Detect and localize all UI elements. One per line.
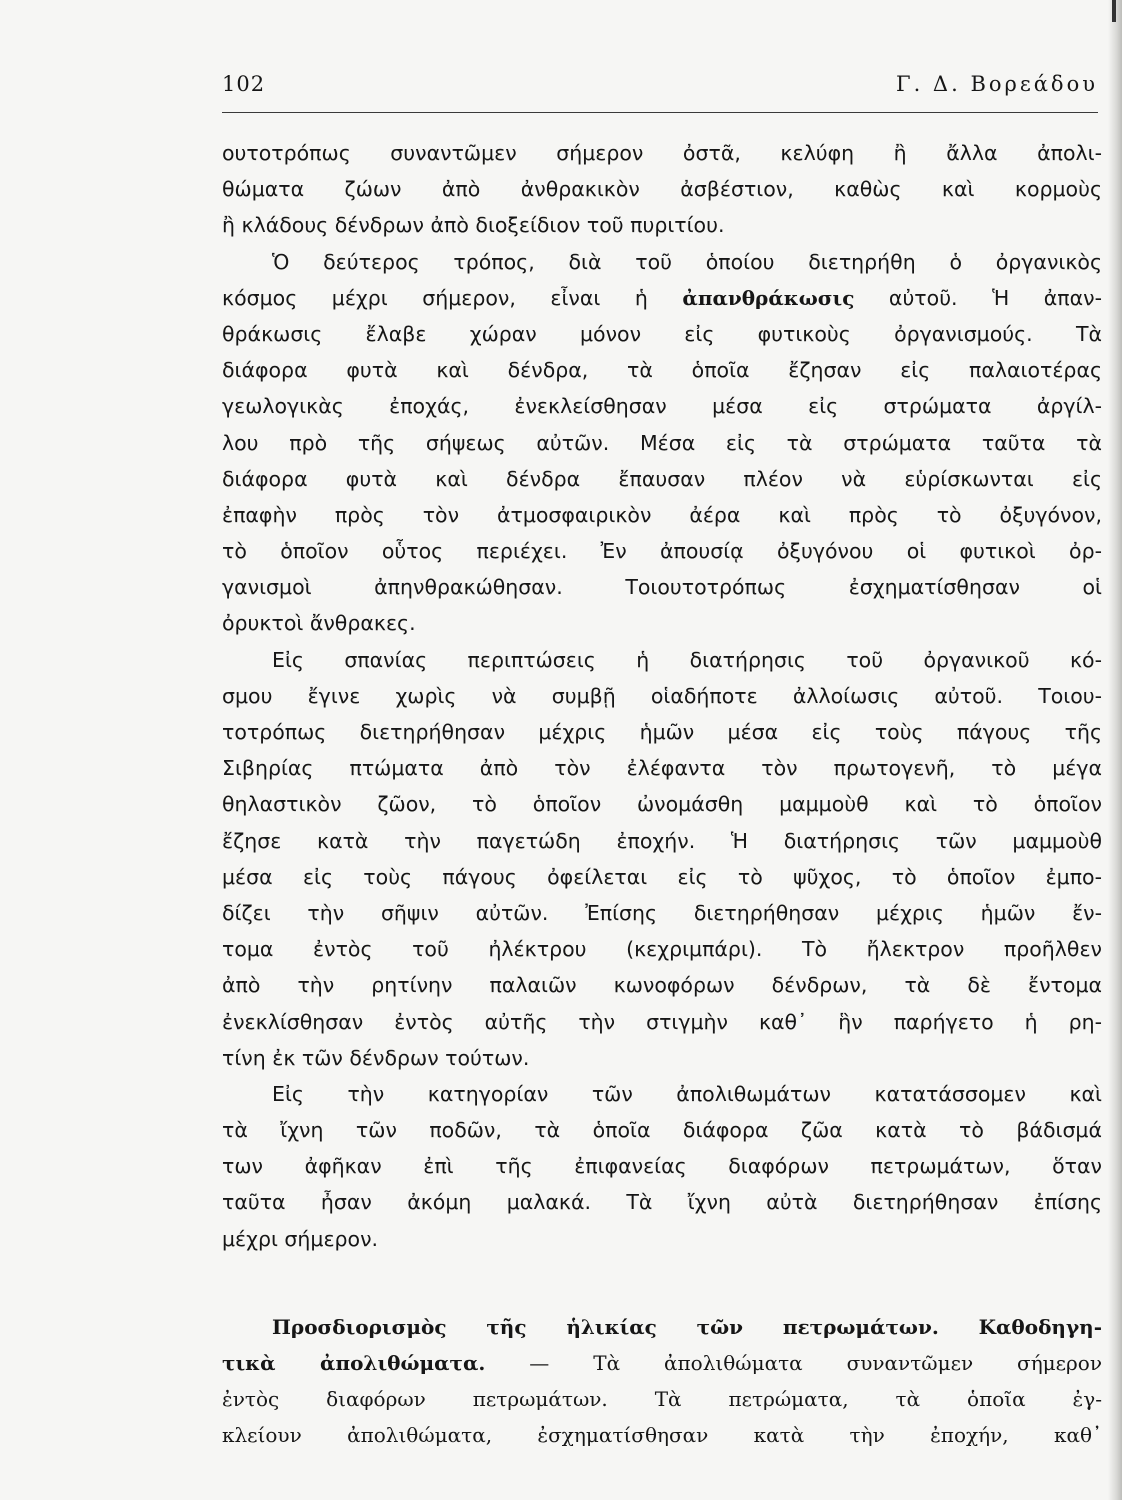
text-line: λου πρὸ τῆς σήψεως αὐτῶν. Μέσα εἰς τὰ στρώματα ταῦτα τὰ [222, 430, 1102, 455]
text-line: ἐντὸς διαφόρων πετρωμάτων. Τὰ πετρώματα, τὰ ὁποῖα ἐγ- [222, 1387, 1102, 1412]
text-line: τοτρόπως διετηρήθησαν μέχρις ἡμῶν μέσα εἰς τοὺς πάγους τῆς [222, 720, 1102, 744]
text-line: τὰ ἴχνη τῶν ποδῶν, τὰ ὁποῖα διάφορα ζῶα κατὰ τὸ βάδισμά [222, 1118, 1102, 1143]
paragraph-1 [222, 135, 1102, 244]
text-line: ὀρυκτοὶ ἄνθρακες. [222, 611, 416, 636]
text-line: μέχρι σήμερον. [222, 1226, 379, 1251]
paragraph-3 [222, 642, 1102, 1076]
section-heading: Προσδιορισμὸς τῆς ἡλικίας τῶν πετρωμάτων. Καθοδηγη- [272, 1314, 1102, 1339]
text-line: σμου ἔγινε χωρὶς νὰ συμβῇ οἱαδήποτε ἀλλοίωσις αὐτοῦ. Τοιου- [222, 683, 1102, 708]
text-line: θώματα ζώων ἀπὸ ἀνθρακικὸν ἀσβέστιον, καθὼς καὶ κορμοὺς [222, 177, 1102, 202]
text-line: μέσα εἰς τοὺς πάγους ὀφείλεται εἰς τὸ ψῦχος, τὸ ὁποῖον ἐμπο- [222, 864, 1102, 889]
text-line: ἢ κλάδους δένδρων ἀπὸ διοξείδιον τοῦ πυριτίου. [222, 213, 725, 238]
text-line: ουτοτρόπως συναντῶμεν σήμερον ὀστᾶ, κελύφη ἢ ἄλλα ἀπολι- [222, 141, 1102, 165]
text-line: ἐνεκλίσθησαν ἐντὸς αὐτῆς τὴν στιγμὴν καθ᾽ ἣν παρήγετο ἡ ρη- [222, 1009, 1102, 1034]
corner-mark [1112, 0, 1116, 22]
text-line: θηλαστικὸν ζῶον, τὸ ὁποῖον ὠνομάσθη μαμμοὺθ καὶ τὸ ὁποῖον [222, 792, 1102, 817]
section-heading-end: τικὰ ἀπολιθώματα. [222, 1351, 486, 1375]
text-line: θράκωσις ἔλαβε χώραν μόνον εἰς φυτικοὺς ὀργανισμούς. Τὰ [222, 321, 1102, 346]
text-line-with-heading [222, 1345, 1102, 1381]
body-text [222, 135, 1102, 1454]
section-spacer [222, 1257, 1102, 1309]
text-line: ταῦτα ἦσαν ἀκόμη μαλακά. Τὰ ἴχνη αὐτὰ διετηρήθησαν ἐπίσης [222, 1190, 1102, 1215]
page-header [222, 72, 1098, 106]
section-fossil-dating [222, 1309, 1102, 1454]
running-head: Γ. Δ. Βορεάδου [896, 72, 1098, 96]
text-line: ἔζησε κατὰ τὴν παγετώδη ἐποχήν. Ἡ διατήρησις τῶν μαμμοὺθ [222, 828, 1102, 853]
text-line: γεωλογικὰς ἐποχάς, ἐνεκλείσθησαν μέσα εἰς στρώματα ἀργίλ- [222, 394, 1102, 419]
page-number: 102 [222, 72, 266, 96]
text-line: γανισμοὶ ἀπηνθρακώθησαν. Τοιουτοτρόπως ἐσχηματίσθησαν οἱ [222, 575, 1102, 600]
text-line: των ἀφῆκαν ἐπὶ τῆς ἐπιφανείας διαφόρων πετρωμάτων, ὅταν [222, 1154, 1102, 1179]
text-line: τίνη ἐκ τῶν δένδρων τούτων. [222, 1045, 530, 1070]
paragraph-4 [222, 1076, 1102, 1257]
bold-term: ἀπανθράκωσις [682, 285, 855, 310]
text-line: Εἰς τὴν κατηγορίαν τῶν ἀπολιθωμάτων κατατάσσομεν καὶ [272, 1081, 1102, 1106]
paragraph-2 [222, 244, 1102, 642]
text-line: Σιβηρίας πτώματα ἀπὸ τὸν ἐλέφαντα τὸν πρωτογενῆ, τὸ μέγα [222, 756, 1102, 781]
text-line: τομα ἐντὸς τοῦ ἠλέκτρου (κεχριμπάρι). Τὸ ἤλεκτρον προῆλθεν [222, 937, 1102, 962]
text-line: διάφορα φυτὰ καὶ δένδρα ἔπαυσαν πλέον νὰ εὑρίσκωνται εἰς [222, 466, 1102, 491]
text-line: δίζει τὴν σῆψιν αὐτῶν. Ἐπίσης διετηρήθησαν μέχρις ἡμῶν ἔν- [222, 900, 1102, 925]
text-line: Ὁ δεύτερος τρόπος, διὰ τοῦ ὁποίου διετηρήθη ὁ ὀργανικὸς [272, 249, 1102, 274]
header-rule [222, 112, 1098, 113]
text-line: ἐπαφὴν πρὸς τὸν ἀτμοσφαιρικὸν ἀέρα καὶ πρὸς τὸ ὀξυγόνον, [222, 502, 1102, 527]
text-run: αὐτοῦ. Ἡ ἀπαν- [854, 285, 1103, 310]
text-line: τὸ ὁποῖον οὗτος περιέχει. Ἐν ἀπουσίᾳ ὀξυγόνου οἱ φυτικοὶ ὀρ- [222, 539, 1102, 564]
text-run: — Τὰ ἀπολιθώματα συναντῶμεν σήμερον [485, 1351, 1102, 1375]
text-line-with-term [222, 280, 1102, 316]
text-line: Εἰς σπανίας περιπτώσεις ἡ διατήρησις τοῦ ὀργανικοῦ κό- [272, 647, 1102, 672]
text-run: κόσμος μέχρι σήμερον, εἶναι ἡ [222, 285, 683, 310]
page-edge-shadow [1108, 0, 1122, 1500]
text-line: διάφορα φυτὰ καὶ δένδρα, τὰ ὁποῖα ἔζησαν εἰς παλαιοτέρας [222, 358, 1102, 383]
text-line: ἀπὸ τὴν ρητίνην παλαιῶν κωνοφόρων δένδρων, τὰ δὲ ἔντομα [222, 973, 1102, 998]
text-line: κλείουν ἀπολιθώματα, ἐσχηματίσθησαν κατὰ τὴν ἐποχήν, καθ᾽ [222, 1423, 1102, 1448]
